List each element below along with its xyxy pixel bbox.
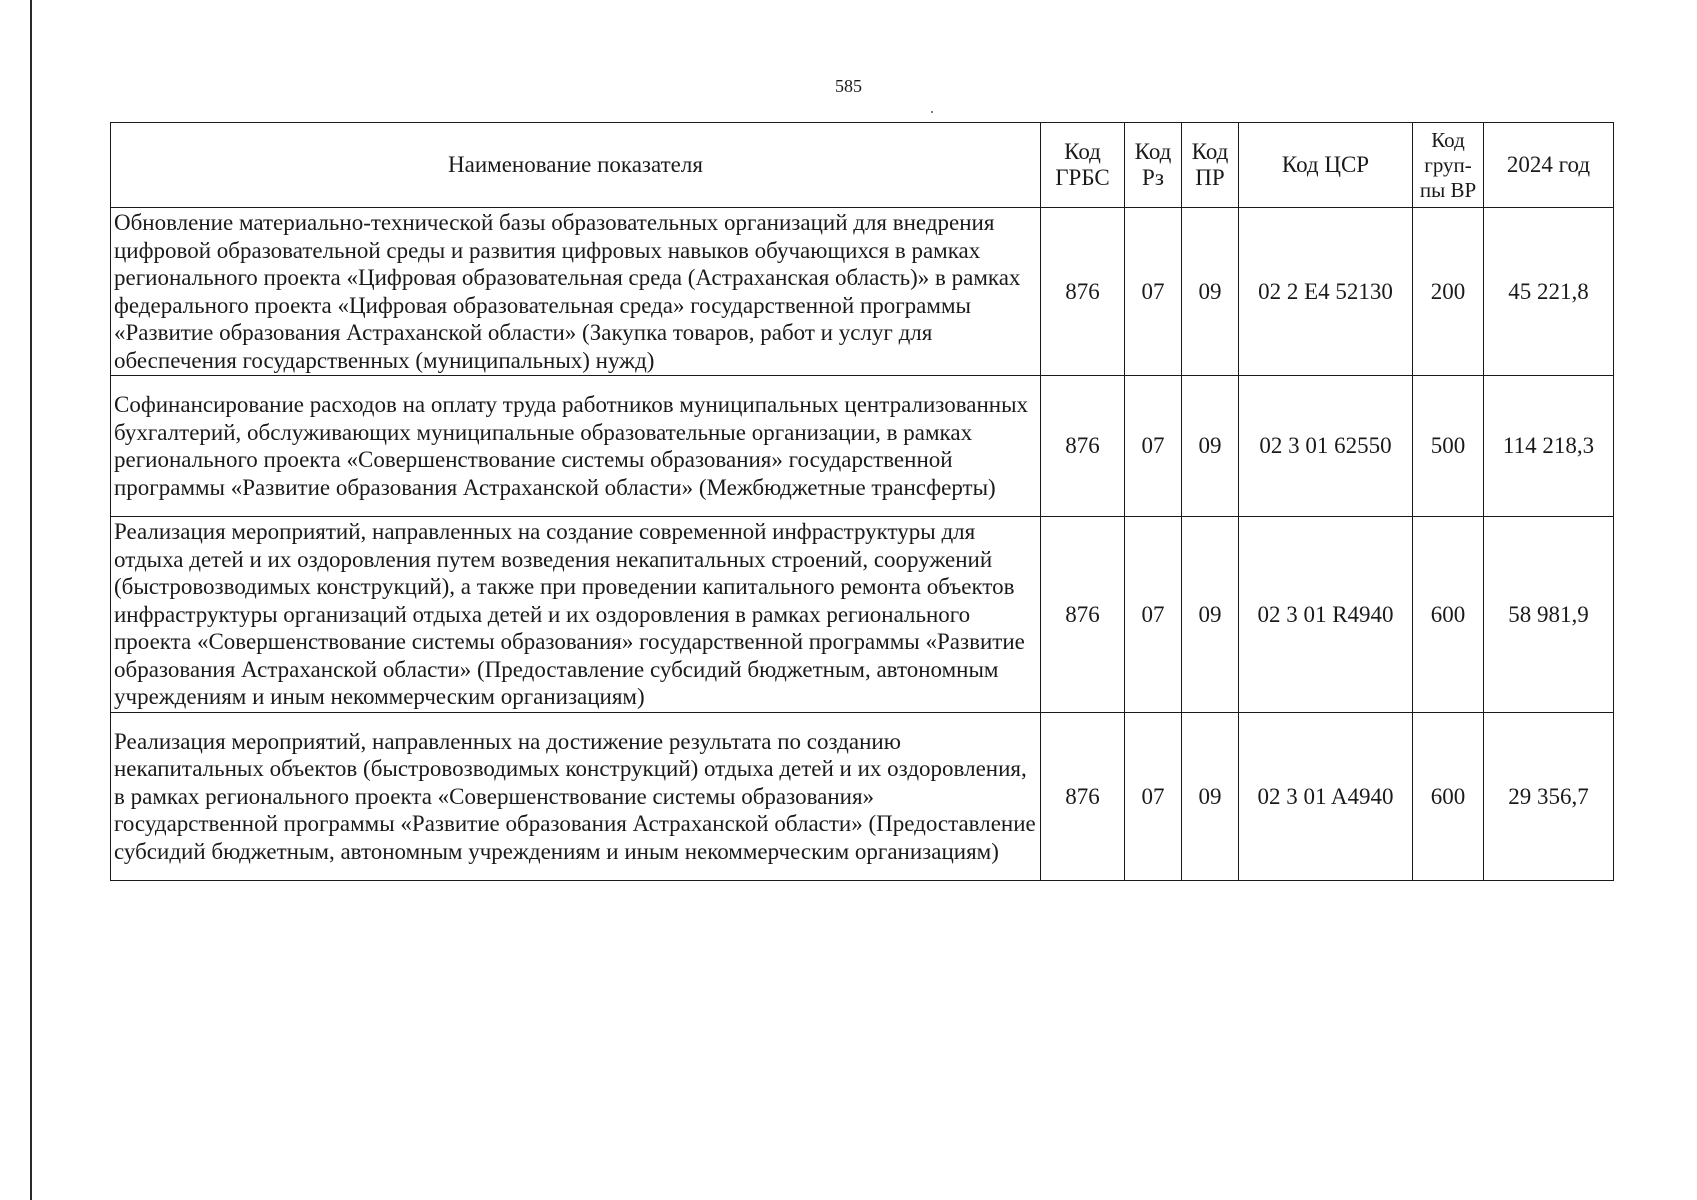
row-csr: 02 2 E4 52130 — [1239, 208, 1413, 376]
row-amount: 114 218,3 — [1484, 376, 1614, 517]
header-csr: Код ЦСР — [1239, 123, 1413, 208]
row-amount: 58 981,9 — [1484, 517, 1614, 713]
header-name: Наименование показателя — [111, 123, 1041, 208]
row-name: Реализация мероприятий, направленных на достижение результата по созданию некапитальных объектов (быстровозводимых конструкций) отдыха детей и их оздоровления, в рамках регионального проекта «Совершенствование системы образования» государственной программы «Развитие образования Астраханской области» (Предоставление субсидий бюджетным, автономным учреждениям и иным некоммерческим организациям) — [111, 713, 1041, 881]
row-pr: 09 — [1182, 517, 1239, 713]
table-row — [111, 517, 1614, 713]
header-rz: Код Рз — [1125, 123, 1182, 208]
page-number: 585 — [835, 76, 862, 96]
row-name: Обновление материально-технической базы образовательных организаций для внедрения цифровой образовательной среды и развития цифровых навыков обучающихся в рамках регионального проекта «Цифровая образовательная среда (Астраханская область)» в рамках федерального проекта «Цифровая образовательная среда» государственной программы «Развитие образования Астраханской области» (Закупка товаров, работ и услуг для обеспечения государственных (муниципальных) нужд) — [111, 208, 1041, 376]
row-rz: 07 — [1125, 517, 1182, 713]
row-vr: 200 — [1413, 208, 1484, 376]
table-row — [111, 713, 1614, 881]
row-csr: 02 3 01 R4940 — [1239, 517, 1413, 713]
row-pr: 09 — [1182, 713, 1239, 881]
row-amount: 45 221,8 — [1484, 208, 1614, 376]
budget-table — [110, 122, 1614, 881]
header-year: 2024 год — [1484, 123, 1614, 208]
row-csr: 02 3 01 62550 — [1239, 376, 1413, 517]
row-csr: 02 3 01 A4940 — [1239, 713, 1413, 881]
row-rz: 07 — [1125, 713, 1182, 881]
header-pr: Код ПР — [1182, 123, 1239, 208]
table-row — [111, 208, 1614, 376]
row-grbs: 876 — [1041, 517, 1125, 713]
scan-speck — [931, 111, 933, 113]
row-name: Реализация мероприятий, направленных на создание современной инфраструктуры для отдыха детей и их оздоровления путем возведения некапитальных строений, сооружений (быстровозводимых конструкций), а также при проведении капитального ремонта объектов инфраструктуры организаций отдыха детей и их оздоровления в рамках регионального проекта «Совершенствование системы образования» государственной программы «Развитие образования Астраханской области» (Предоставление субсидий бюджетным, автономным учреждениям и иным некоммерческим организациям) — [111, 517, 1041, 713]
row-amount: 29 356,7 — [1484, 713, 1614, 881]
binding-edge-line — [30, 0, 32, 1200]
table-row — [111, 376, 1614, 517]
row-vr: 500 — [1413, 376, 1484, 517]
row-grbs: 876 — [1041, 713, 1125, 881]
row-vr: 600 — [1413, 713, 1484, 881]
header-vr: Код груп-пы ВР — [1413, 123, 1484, 208]
header-grbs: Код ГРБС — [1041, 123, 1125, 208]
row-name: Софинансирование расходов на оплату труда работников муниципальных централизованных бухгалтерий, обслуживающих муниципальные образовательные организации, в рамках регионального проекта «Совершенствование системы образования» государственной программы «Развитие образования Астраханской области» (Межбюджетные трансферты) — [111, 376, 1041, 517]
row-pr: 09 — [1182, 208, 1239, 376]
row-rz: 07 — [1125, 208, 1182, 376]
row-pr: 09 — [1182, 376, 1239, 517]
row-vr: 600 — [1413, 517, 1484, 713]
row-grbs: 876 — [1041, 208, 1125, 376]
table-header-row — [111, 123, 1614, 208]
row-grbs: 876 — [1041, 376, 1125, 517]
row-rz: 07 — [1125, 376, 1182, 517]
